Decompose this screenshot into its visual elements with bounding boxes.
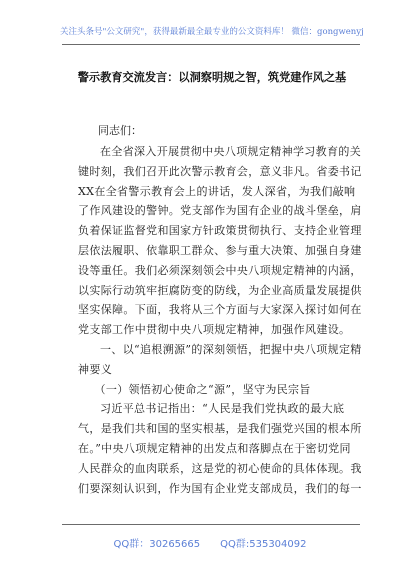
footer-contact-text: QQ群：30265665 QQ群:535304092 [113, 539, 307, 550]
salutation: 同志们： [98, 124, 142, 137]
document-body [78, 142, 362, 498]
document-title: 警示教育交流发言：以洞察明规之智，筑党建作风之基 [77, 70, 347, 84]
section-heading-1: 一、以“追根溯源”的深刻领悟，把握中央八项规定精神要义 [78, 342, 362, 376]
paragraph-intro: 在全省深入开展贯彻中央八项规定精神学习教育的关键时刻，我们召开此次警示教育会，意义非凡。省委书记XX在全省警示教育会上的讲话，发人深省，为我们敲响了作风建设的警钟。党支部作为国有企业的战斗堡垒，肩负着保证监督党和国家方针政策贯彻执行、支持企业管理层依法履职、依靠职工群众、参与重大决策、加强自身建设等重任。我们必须深刻领会中央八项规定精神的内涵，以实际行动筑牢拒腐防变的防线，为企业高质量发展提供坚实保障。下面，我将从三个方面与大家深入探讨如何在党支部工作中贯彻中央八项规定精神，加强作风建设。 [78, 145, 362, 337]
header-promo-text: 关注头条号"公文研究"，获得最新最全最专业的公文资料库！ 微信：gongwenyj [60, 27, 364, 37]
header-divider [62, 44, 360, 45]
footer-divider [62, 524, 360, 525]
paragraph-quote: 习近平总书记指出：“人民是我们党执政的最大底气，是我们共和国的坚实根基，是我们强党兴国的根本所在。”中央八项规定精神的出发点和落脚点在于密切党同人民群众的血肉联系，这是党的初心使命的具体体现。我们要深刻认识到，作为国有企业党支部成员，我们的每一 [78, 402, 362, 495]
subsection-heading-1: （一）领悟初心使命之“源”，坚守为民宗旨 [94, 382, 311, 396]
